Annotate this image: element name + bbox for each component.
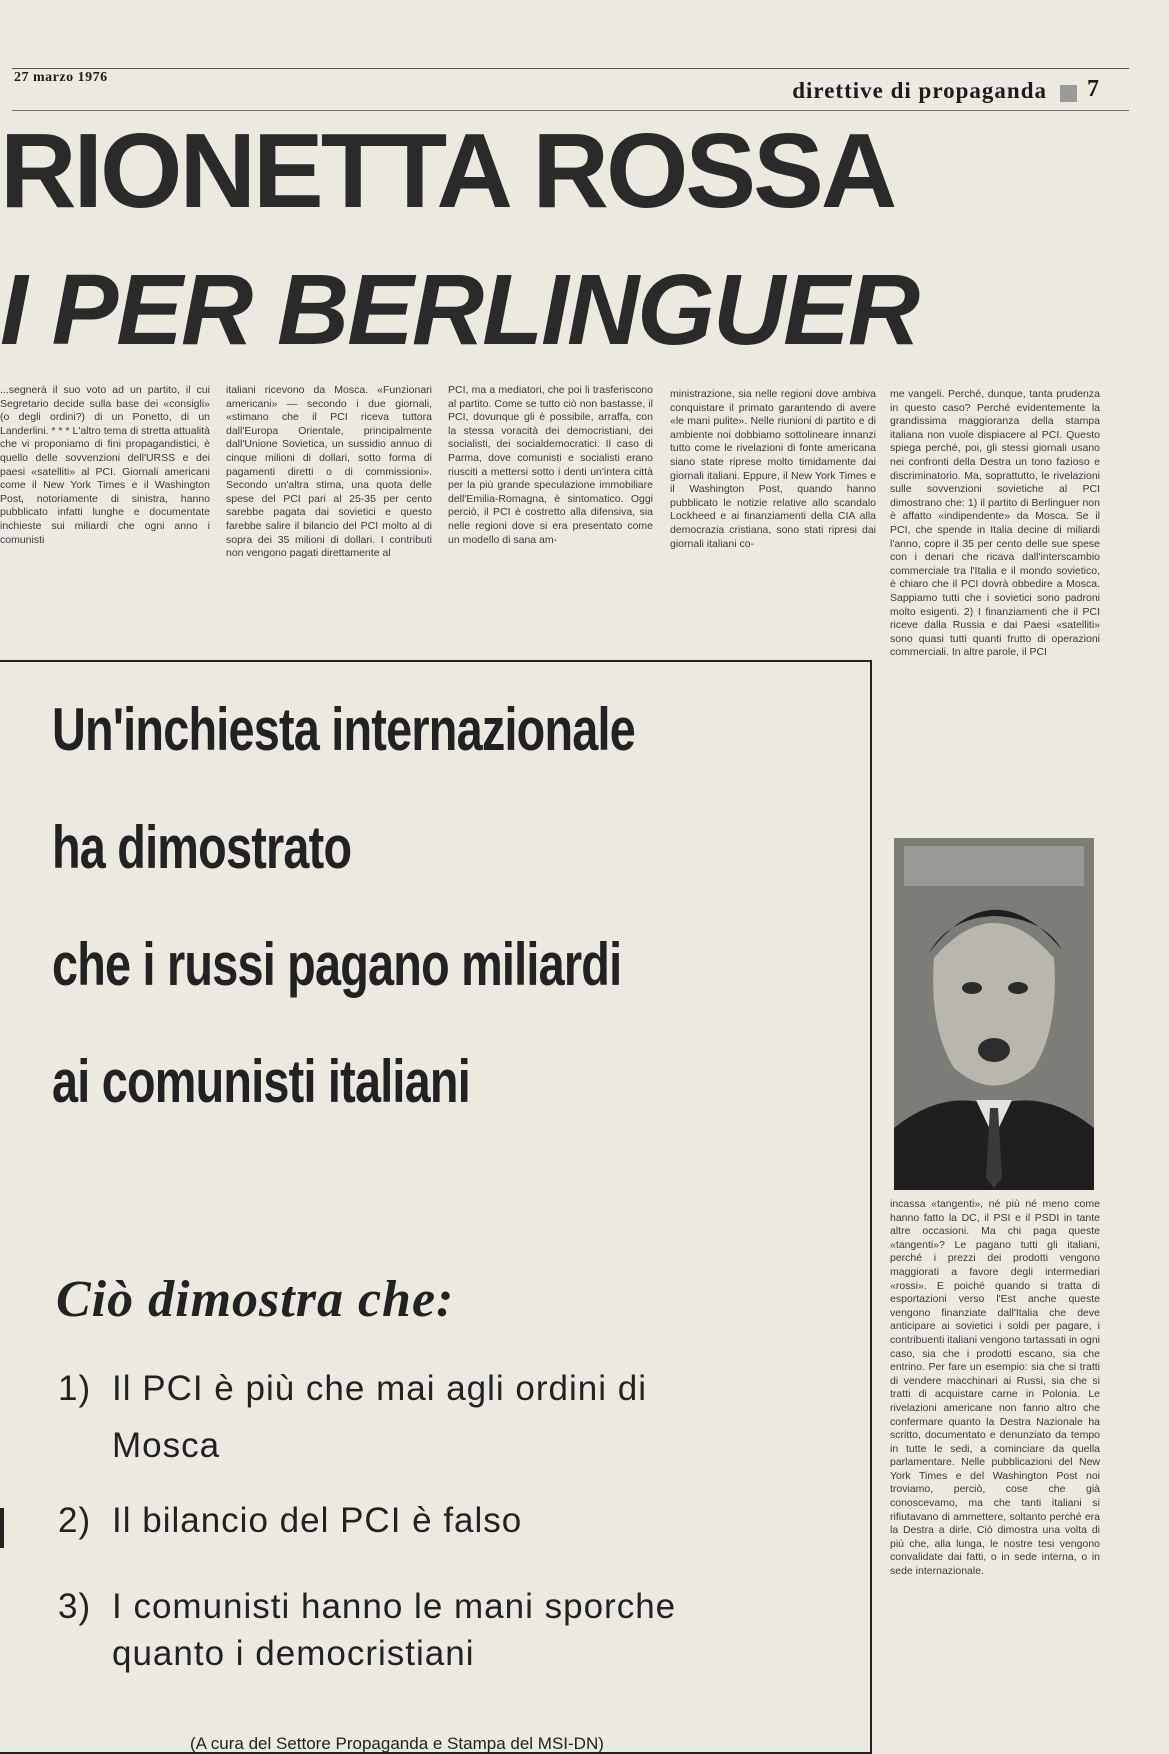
issue-date: 27 marzo 1976 [14, 70, 108, 85]
insert-subtitle: Ciò dimostra che: [56, 1271, 455, 1328]
list-item-text: Il PCI è più che mai agli ordini di [112, 1369, 647, 1408]
margin-mark [0, 1508, 4, 1548]
insert-heading-line-2: ha dimostrato [52, 814, 352, 881]
article-column-2: italiani ricevono da Mosca. «Funzionari americani» — secondo i due giornali, «stimano che il PCI riceva tuttora dall'Europa Orientale, principalmente dall'Unione Sovietica, un sussidio annuo di cinque milioni di dollari, sotto forma di pagamenti diretti o di commissioni». Secondo un'altra stima, una quota delle spese del PCI pari al 25-35 per cento sarebbe pagata dai sovietici e questo farebbe salire il bilancio del PCI molto al di sopra dei 35 milioni di dollari. I contributi non vengono pagati direttamente al [226, 384, 432, 560]
list-item-number: 2) [58, 1501, 92, 1540]
list-item-continuation: quanto i democristiani [112, 1634, 475, 1673]
portrait-photo-icon [894, 838, 1094, 1190]
section-title: direttive di propaganda [792, 78, 1047, 103]
section-marker-icon [1060, 85, 1077, 102]
insert-heading-line-4: ai comunisti italiani [52, 1048, 470, 1115]
headline-line-2: I PER BERLINGUER [0, 254, 919, 366]
page-number: 7 [1087, 76, 1099, 102]
article-column-1: ...segnerà il suo voto ad un partito, il cui Segretario decide sulla base dei «consigli» (o degli ordini?) di un Ponetto, di un Landerlini. * * * L'altro tema di stretta attualità che vi proponiamo di fini propagandistici, è quello delle sovvenzioni dell'URSS e dei paesi «satelliti» al PCI. Giornali americani come il New York Times e il Washington Post, notoriamente di sinistra, hanno pubblicato infatti lunghe e documentate inchieste sui miliardi che ogni anno i comunisti [0, 384, 210, 546]
portrait-illustration [894, 838, 1094, 1190]
list-item-number: 1) [58, 1369, 92, 1408]
headline-line-1: RIONETTA ROSSA [0, 112, 895, 230]
list-item-text: I comunisti hanno le mani sporche [112, 1587, 677, 1626]
list-item [58, 1586, 818, 1628]
list-item-text: Il bilancio del PCI è falso [112, 1501, 523, 1540]
list-item [58, 1368, 818, 1410]
insert-heading-line-1: Un'inchiesta internazionale [52, 696, 636, 763]
article-column-4: ministrazione, sia nelle regioni dove ambiva conquistare il primato garantendo di avere «le mani pulite». Nelle riunioni di partito e di ambiente noi dobbiamo sottolineare innanzi tutto come le rivelazioni di fonte americana siano state riprese molto timidamente dai giornali italiani. Eppure, il New York Times e il Washington Post, quando hanno pubblicato le notizie relative allo scandalo Lockheed e ai finanziamenti della CIA alla democrazia cristiana, sono stati ripresi dai giornali italiani co- [670, 388, 876, 550]
list-item-continuation: Mosca [112, 1426, 221, 1465]
list-item-number: 3) [58, 1587, 92, 1626]
article-column-5-bottom: incassa «tangenti», né più né meno come hanno fatto la DC, il PSI e il PSDI in tante altre occasioni. Ma chi paga queste «tangenti»? Le pagano tutti gli italiani, perché i prezzi dei prodotti vengono maggiorati a favore degli intermediari «rossi». E poiché quando si tratta di esportazioni verso l'Est anche queste vengono finanziate dall'Italia che deve anticipare ai sovietici i soldi per pagare, i contribuenti italiani vengono tartassati in ogni caso, sia che i prodotti escano, sia che entrino. Per fare un esempio: sia che si tratti di vendere macchinari ai Russi, sia che si tratti di acquistare carne in Polonia. Le rivelazioni americane non fanno altro che confermare quanto la Destra Nazionale ha scritto, documentato e denunziato da tempo in tutte le sedi, a cominciare da quella parlamentare. Nelle pubblicazioni del New York Times e del Washington Post noi troviamo, perciò, cose che già conoscevamo, ma che tanti italiani si rifiutavano di ammettere, soltanto perché era la Destra a dirle. Ciò dimostra una volta di più che, alla lunga, le nostre tesi vengono convalidate dai fatti, o in sede interna, o in sede internazionale. [890, 1198, 1100, 1578]
article-column-5-top: me vangeli. Perché, dunque, tanta prudenza in questo caso? Perché evidentemente la grandissima maggioranza della stampa italiana non vuole dispiacere al PCI. Questo spiega perché, poi, gli stessi giornali usano nei confronti della Destra un tono fazioso e discriminatorio. Ma, soprattutto, le rivelazioni sulle sovvenzioni sovietiche al PCI dimostrano che: 1) il partito di Berlinguer non è affatto «indipendente» da Mosca. Se il PCI, che spende in Italia decine di miliardi l'anno, copre il 35 per cento delle sue spese con i denari che ricava dall'interscambio commerciale tra l'Italia e il mondo sovietico, è chiaro che il PCI dovrà obbedire a Mosca. Sappiamo tutti che i sovietici sono padroni molto esigenti. 2) I finanziamenti che il PCI riceve dalla Russia e dai Paesi «satelliti» sono quasi tutti quanti frutto di operazioni commerciali. In altre parole, il PCI [890, 388, 1100, 659]
insert-credit: (A cura del Settore Propaganda e Stampa del MSI-DN) [190, 1734, 604, 1753]
list-item [58, 1500, 818, 1542]
header-rule [12, 68, 1129, 69]
article-column-3: PCI, ma a mediatori, che poi li trasferiscono al partito. Come se tutto ciò non bastasse, il PCI, dovunque gli è possibile, arraffa, con la stessa voracità dei democristiani, dei socialisti, dei socialdemocratici. Il caso di Parma, dove comunisti e socialisti erano riusciti a mettersi sotto i denti un'intera città per la più grande speculazione immobiliare dell'Emilia-Romagna, è sintomatico. Oggi perciò, il PCI è costretto alla difensiva, sia nelle regioni dove si era presentato come un modello di sana am- [448, 384, 653, 546]
header-rule [12, 110, 1129, 111]
insert-heading-line-3: che i russi pagano miliardi [52, 931, 622, 998]
